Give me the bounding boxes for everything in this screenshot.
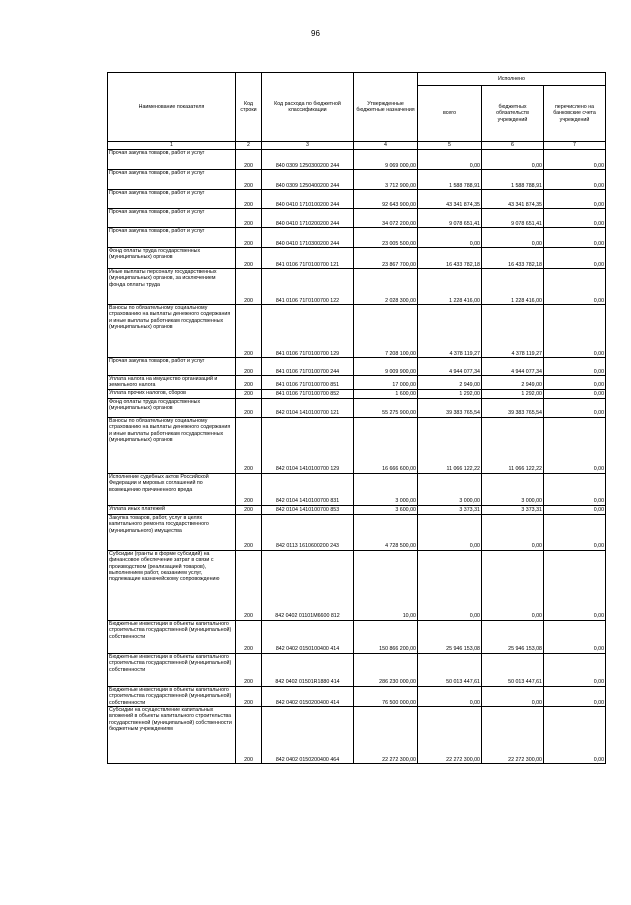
row-transferred: 0,00	[544, 358, 606, 376]
row-transferred: 0,00	[544, 376, 606, 390]
table-row	[108, 209, 606, 228]
header-obligations: бюджетных обязательств учреждений	[482, 86, 544, 142]
row-approved: 34 072 200,00	[354, 209, 418, 228]
row-approved: 9 009 900,00	[354, 358, 418, 376]
header-approved: Утвержденные бюджетные назначения	[354, 73, 418, 142]
row-transferred: 0,00	[544, 707, 606, 764]
row-transferred: 0,00	[544, 620, 606, 653]
row-total: 1 228 416,00	[418, 269, 482, 305]
table-row	[108, 248, 606, 269]
row-transferred: 0,00	[544, 269, 606, 305]
row-approved: 2 028 300,00	[354, 269, 418, 305]
row-approved: 76 500 000,00	[354, 686, 418, 706]
row-obligations: 22 272 300,00	[482, 707, 544, 764]
row-total: 2 949,00	[418, 376, 482, 390]
row-code: 200	[236, 190, 262, 209]
table-row	[108, 269, 606, 305]
row-name: Иные выплаты персоналу государственных (муниципальных) органов, за исключением фонда оплаты труда	[108, 269, 236, 305]
row-code: 200	[236, 358, 262, 376]
row-classification: 842 0402 0150200400 414	[262, 686, 354, 706]
row-name: Субсидии на осуществление капитальных вложений в объекты капитального строительства государственной (муниципальной) собственности бюджетным учреждениям	[108, 707, 236, 764]
row-approved: 22 272 300,00	[354, 707, 418, 764]
row-name: Субсидии (гранты в форме субсидий) на финансовое обеспечение затрат в связи с производством (реализацией товаров), выполнением работ, оказанием услуг, подлежащие казначейскому сопровождению	[108, 550, 236, 620]
row-total: 39 383 765,54	[418, 398, 482, 417]
row-code: 200	[236, 389, 262, 398]
header-total: всего	[418, 86, 482, 142]
row-transferred: 0,00	[544, 514, 606, 550]
row-transferred: 0,00	[544, 170, 606, 190]
header-transferred: перечислено на банковские счета учреждений	[544, 86, 606, 142]
row-classification: 841 0106 71Г0100700 852	[262, 389, 354, 398]
row-name: Бюджетные инвестиции в объекты капитального строительства государственной (муниципальной) собственности	[108, 620, 236, 653]
row-obligations: 1 292,00	[482, 389, 544, 398]
row-classification: 841 0106 71Г0100700 851	[262, 376, 354, 390]
row-obligations: 0,00	[482, 686, 544, 706]
row-obligations: 3 000,00	[482, 473, 544, 505]
row-obligations: 3 373,31	[482, 505, 544, 514]
row-name: Уплата прочих налогов, сборов	[108, 389, 236, 398]
table-row	[108, 150, 606, 170]
header-code: Код строки	[236, 73, 262, 142]
row-classification: 841 0106 71Г0100700 129	[262, 305, 354, 358]
row-name: Закупка товаров, работ, услуг в целях капитального ремонта государственного (муниципального) имущества	[108, 514, 236, 550]
row-total: 0,00	[418, 686, 482, 706]
row-classification: 842 0402 01501R1880 414	[262, 653, 354, 686]
row-classification: 842 0104 1410100700 121	[262, 398, 354, 417]
row-approved: 92 643 900,00	[354, 190, 418, 209]
row-code: 200	[236, 376, 262, 390]
row-total: 25 946 153,08	[418, 620, 482, 653]
row-classification: 842 0104 1410100700 831	[262, 473, 354, 505]
row-approved: 150 866 200,00	[354, 620, 418, 653]
row-total: 4 944 077,34	[418, 358, 482, 376]
row-total: 50 013 447,61	[418, 653, 482, 686]
row-approved: 9 069 000,00	[354, 150, 418, 170]
row-classification: 840 0410 1710100200 244	[262, 190, 354, 209]
row-classification: 842 0104 1410100700 129	[262, 417, 354, 473]
col-number: 5	[418, 142, 482, 150]
budget-execution-table	[107, 72, 606, 764]
row-transferred: 0,00	[544, 417, 606, 473]
row-transferred: 0,00	[544, 228, 606, 248]
row-classification: 842 0113 1610600200 243	[262, 514, 354, 550]
row-approved: 55 275 900,00	[354, 398, 418, 417]
row-approved: 23 005 500,00	[354, 228, 418, 248]
row-obligations: 0,00	[482, 550, 544, 620]
row-total: 1 588 788,91	[418, 170, 482, 190]
row-total: 0,00	[418, 514, 482, 550]
row-approved: 16 666 600,00	[354, 417, 418, 473]
row-obligations: 0,00	[482, 514, 544, 550]
row-transferred: 0,00	[544, 305, 606, 358]
row-total: 0,00	[418, 150, 482, 170]
table-row	[108, 190, 606, 209]
table-row	[108, 707, 606, 764]
row-name: Взносы по обязательному социальному страхованию на выплаты денежного содержания и иные выплаты работникам государственных (муниципальных) органов	[108, 305, 236, 358]
row-transferred: 0,00	[544, 653, 606, 686]
table-row	[108, 389, 606, 398]
row-approved: 3 000,00	[354, 473, 418, 505]
row-total: 3 373,31	[418, 505, 482, 514]
row-name: Прочая закупка товаров, работ и услуг	[108, 150, 236, 170]
row-classification: 842 0104 1410100700 853	[262, 505, 354, 514]
row-total: 4 378 119,27	[418, 305, 482, 358]
col-number: 1	[108, 142, 236, 150]
row-name: Бюджетные инвестиции в объекты капитального строительства государственной (муниципальной) собственности	[108, 653, 236, 686]
table-row	[108, 170, 606, 190]
row-code: 200	[236, 150, 262, 170]
table-row	[108, 358, 606, 376]
row-transferred: 0,00	[544, 248, 606, 269]
row-classification: 841 0106 71Г0100700 244	[262, 358, 354, 376]
row-total: 16 433 782,18	[418, 248, 482, 269]
row-code: 200	[236, 473, 262, 505]
row-code: 200	[236, 653, 262, 686]
row-obligations: 16 433 782,18	[482, 248, 544, 269]
row-code: 200	[236, 550, 262, 620]
row-obligations: 9 078 651,41	[482, 209, 544, 228]
row-name: Уплата иных платежей	[108, 505, 236, 514]
row-approved: 17 000,00	[354, 376, 418, 390]
row-transferred: 0,00	[544, 209, 606, 228]
row-approved: 286 230 000,00	[354, 653, 418, 686]
row-total: 22 272 300,00	[418, 707, 482, 764]
row-name: Исполнение судебных актов Российской Федерации и мировых соглашений по возмещению причиненного вреда	[108, 473, 236, 505]
col-number: 2	[236, 142, 262, 150]
table-row	[108, 305, 606, 358]
col-number: 7	[544, 142, 606, 150]
table-row	[108, 505, 606, 514]
row-approved: 7 208 100,00	[354, 305, 418, 358]
row-code: 200	[236, 248, 262, 269]
row-name: Прочая закупка товаров, работ и услуг	[108, 190, 236, 209]
row-code: 200	[236, 170, 262, 190]
row-name: Фонд оплаты труда государственных (муниципальных) органов	[108, 248, 236, 269]
row-code: 200	[236, 305, 262, 358]
row-total: 43 341 874,35	[418, 190, 482, 209]
row-total: 1 292,00	[418, 389, 482, 398]
row-code: 200	[236, 686, 262, 706]
row-code: 200	[236, 514, 262, 550]
row-name: Бюджетные инвестиции в объекты капитального строительства государственной (муниципальной) собственности	[108, 686, 236, 706]
row-transferred: 0,00	[544, 389, 606, 398]
col-number: 3	[262, 142, 354, 150]
col-number: 4	[354, 142, 418, 150]
row-obligations: 4 378 119,27	[482, 305, 544, 358]
row-transferred: 0,00	[544, 190, 606, 209]
row-code: 200	[236, 398, 262, 417]
table-row	[108, 417, 606, 473]
row-total: 9 078 651,41	[418, 209, 482, 228]
row-classification: 840 0309 1250400200 244	[262, 170, 354, 190]
table-row	[108, 620, 606, 653]
row-classification: 840 0410 1710200200 244	[262, 209, 354, 228]
row-classification: 842 0402 0150100400 414	[262, 620, 354, 653]
row-classification: 840 0410 1710300200 244	[262, 228, 354, 248]
row-code: 200	[236, 228, 262, 248]
row-obligations: 25 946 153,08	[482, 620, 544, 653]
row-name: Уплата налога на имущество организаций и земельного налога	[108, 376, 236, 390]
header-name: Наименование показателя	[108, 73, 236, 142]
header-classification: Код расхода по бюджетной классификации	[262, 73, 354, 142]
table-row	[108, 653, 606, 686]
col-number: 6	[482, 142, 544, 150]
column-numbers-row	[108, 142, 606, 150]
header-executed: Исполнено	[418, 73, 606, 86]
table-row	[108, 398, 606, 417]
row-classification: 841 0106 71Г0100700 121	[262, 248, 354, 269]
row-approved: 3 712 900,00	[354, 170, 418, 190]
row-transferred: 0,00	[544, 686, 606, 706]
row-transferred: 0,00	[544, 150, 606, 170]
row-code: 200	[236, 269, 262, 305]
row-transferred: 0,00	[544, 550, 606, 620]
row-obligations: 0,00	[482, 228, 544, 248]
table-row	[108, 473, 606, 505]
table-row	[108, 376, 606, 390]
row-classification: 840 0309 1250300200 244	[262, 150, 354, 170]
page-number: 96	[311, 29, 320, 38]
row-approved: 3 600,00	[354, 505, 418, 514]
row-classification: 842 0402 0150200400 464	[262, 707, 354, 764]
row-obligations: 0,00	[482, 150, 544, 170]
table-row	[108, 550, 606, 620]
row-code: 200	[236, 417, 262, 473]
row-transferred: 0,00	[544, 505, 606, 514]
row-total: 11 066 122,22	[418, 417, 482, 473]
row-obligations: 4 944 077,34	[482, 358, 544, 376]
row-obligations: 39 383 765,54	[482, 398, 544, 417]
table-row	[108, 686, 606, 706]
row-obligations: 1 588 788,91	[482, 170, 544, 190]
row-name: Прочая закупка товаров, работ и услуг	[108, 228, 236, 248]
row-classification: 842 0402 01101М6600 812	[262, 550, 354, 620]
row-obligations: 43 341 874,35	[482, 190, 544, 209]
row-approved: 23 867 700,00	[354, 248, 418, 269]
row-obligations: 50 013 447,61	[482, 653, 544, 686]
row-approved: 10,00	[354, 550, 418, 620]
row-total: 0,00	[418, 228, 482, 248]
table-row	[108, 228, 606, 248]
row-obligations: 11 066 122,22	[482, 417, 544, 473]
row-total: 3 000,00	[418, 473, 482, 505]
row-name: Прочая закупка товаров, работ и услуг	[108, 358, 236, 376]
row-approved: 4 728 500,00	[354, 514, 418, 550]
row-name: Прочая закупка товаров, работ и услуг	[108, 170, 236, 190]
row-total: 0,00	[418, 550, 482, 620]
row-transferred: 0,00	[544, 473, 606, 505]
row-obligations: 2 949,00	[482, 376, 544, 390]
row-code: 200	[236, 505, 262, 514]
row-approved: 1 600,00	[354, 389, 418, 398]
row-code: 200	[236, 620, 262, 653]
row-transferred: 0,00	[544, 398, 606, 417]
row-obligations: 1 228 416,00	[482, 269, 544, 305]
row-code: 200	[236, 209, 262, 228]
row-code: 200	[236, 707, 262, 764]
table-row	[108, 514, 606, 550]
row-classification: 841 0106 71Г0100700 122	[262, 269, 354, 305]
row-name: Фонд оплаты труда государственных (муниципальных) органов	[108, 398, 236, 417]
row-name: Взносы по обязательному социальному страхованию на выплаты денежного содержания и иные выплаты работникам государственных (муниципальных) органов	[108, 417, 236, 473]
row-name: Прочая закупка товаров, работ и услуг	[108, 209, 236, 228]
